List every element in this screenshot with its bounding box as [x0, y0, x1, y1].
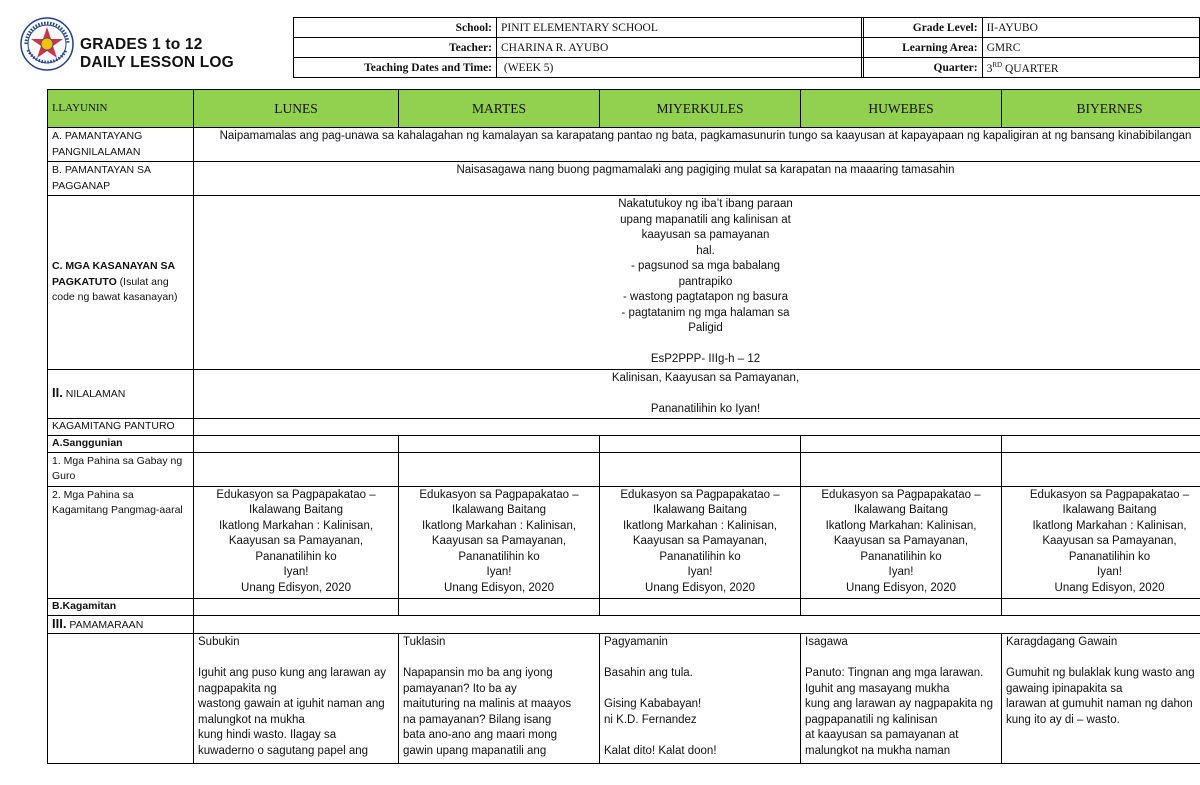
- grade-label: Grade Level:: [862, 18, 983, 38]
- quarter-number: 3: [986, 62, 993, 75]
- dates-value-text: (WEEK 5): [503, 61, 554, 74]
- teacher-value: CHARINA R. AYUBO: [497, 38, 864, 58]
- pamamaraan-text-biyernes: Karagdagang Gawain Gumuhit ng bulaklak kung wasto ang gawaing ipinapakita sa larawan at gumuhit naman ng dahon kung ito ay di – wasto.: [1002, 634, 1200, 764]
- sanggunian-label: A.Sanggunian: [48, 435, 194, 452]
- pamamaraan-text-martes: Tuklasin Napapansin mo ba ang iyong pamayanan? Ito ba ay maituturing na malinis at maayos na pamayanan? Bilang isang bata ano-ano ang maari mong gawin upang mapanatili ang: [399, 634, 600, 764]
- table-row: [48, 196, 1200, 370]
- header-info-left: [293, 17, 864, 78]
- day-header-biyernes: BIYERNES: [1002, 90, 1200, 128]
- sanggunian-cell: [399, 435, 600, 452]
- table-row: [48, 369, 1200, 419]
- kasanayan-label-rest: (Isulat ang code ng bawat kasanayan): [52, 275, 178, 303]
- kagamitan-b-cell: [600, 598, 801, 615]
- pamantayang-text: Naipamamalas ang pag-unawa sa kahalagahan ng kamalayan sa karapatang pantao ng bata, pagkamasunurin tungo sa kaayusan at kapayapaan ng kapaligiran at ng bansang kinabibilangan: [194, 128, 1200, 162]
- pangmag-text-lunes: Edukasyon sa Pagpapakatao – Ikalawang Baitang Ikatlong Markahan : Kalinisan, Kaayusan sa Pamayanan, Pananatilihin ko Iyan! Unang Edisyon, 2020: [194, 486, 399, 598]
- quarter-word: QUARTER: [1004, 62, 1059, 75]
- table-row: [48, 435, 1200, 452]
- deped-seal-icon: [20, 17, 74, 71]
- quarter-suffix: RD: [992, 60, 1003, 69]
- kasanayan-text: Nakatutukoy ng iba’t ibang paraan upang mapanatili ang kalinisan at kaayusan sa pamayanan hal. - pagsunod sa mga babalang pantrapiko - wastong pagtatapon ng basura - pagtatanim ng mga halaman sa Paligid EsP2PPP- IIIg-h – 12: [194, 196, 1200, 370]
- pangmag-text-martes: Edukasyon sa Pagpapakatao – Ikalawang Baitang Ikatlong Markahan : Kalinisan, Kaayusan sa Pamayanan, Pananatilihin ko Iyan! Unang Edisyon, 2020: [399, 486, 600, 598]
- nilalaman-label: [48, 369, 194, 419]
- kagamitan-b-cell: [194, 598, 399, 615]
- pamamaraan-number: III.: [52, 615, 67, 631]
- pamantayang-label: A. PAMANTAYANG PANGNILALAMAN: [48, 128, 194, 162]
- pagganap-label: B. PAMANTAYAN SA PAGGANAP: [48, 162, 194, 196]
- table-row: [48, 419, 1200, 436]
- kagamitan-b-cell: [399, 598, 600, 615]
- teacher-label: Teacher:: [294, 38, 497, 58]
- table-row: [48, 598, 1200, 615]
- kagamitan-b-label: B.Kagamitan: [48, 598, 194, 615]
- title-line-2: DAILY LESSON LOG: [80, 54, 234, 71]
- table-row: [48, 162, 1200, 196]
- table-row: [48, 634, 1200, 764]
- pangmag-text-miyerkules: Edukasyon sa Pagpapakatao – Ikalawang Baitang Ikatlong Markahan : Kalinisan, Kaayusan sa Pamayanan, Pananatilihin ko Iyan! Unang Edisyon, 2020: [600, 486, 801, 598]
- kagamitan-label: KAGAMITANG PANTURO: [48, 419, 194, 436]
- area-value: GMRC: [982, 38, 1199, 58]
- pamamaraan-empty: [194, 615, 1200, 634]
- dates-value: [497, 58, 864, 78]
- school-label: School:: [294, 18, 497, 38]
- lesson-log-table: [47, 89, 1200, 764]
- kasanayan-label: [48, 196, 194, 370]
- quarter-value: [982, 58, 1199, 78]
- header-info-right: [861, 17, 1200, 78]
- gabay-cell: [399, 452, 600, 486]
- nilalaman-number: II.: [52, 385, 63, 400]
- sanggunian-cell: [801, 435, 1002, 452]
- sanggunian-cell: [194, 435, 399, 452]
- kagamitan-b-cell: [801, 598, 1002, 615]
- table-row: [48, 452, 1200, 486]
- gabay-cell: [600, 452, 801, 486]
- pamamaraan-label-text: PAMAMARAAN: [66, 618, 144, 631]
- pamamaraan-label: [48, 615, 194, 634]
- table-header-row: [48, 90, 1200, 128]
- pagganap-text: Naisasagawa nang buong pagmamalaki ang pagiging mulat sa karapatan na maaaring tamasahin: [194, 162, 1200, 196]
- pamamaraan-text-huwebes: Isagawa Panuto: Tingnan ang mga larawan. Iguhit ang masayang mukha kung ang larawan ay nagpapakita ng pagpapanatili ng kalinisan at kaayusan sa pamayanan at malungkot na mukha naman: [801, 634, 1002, 764]
- day-header-martes: MARTES: [399, 90, 600, 128]
- kagamitan-empty: [194, 419, 1200, 436]
- dates-label: Teaching Dates and Time:: [294, 58, 497, 78]
- gabay-cell: [1002, 452, 1200, 486]
- gabay-cell: [801, 452, 1002, 486]
- day-header-huwebes: HUWEBES: [801, 90, 1002, 128]
- document-title: [80, 36, 234, 72]
- pangmag-text-huwebes: Edukasyon sa Pagpapakatao – Ikalawang Baitang Ikatlong Markahan: Kalinisan, Kaayusan sa Pamayanan, Pananatilihin ko Iyan! Unang Edisyon, 2020: [801, 486, 1002, 598]
- pangmag-label: 2. Mga Pahina sa Kagamitang Pangmag-aaral: [48, 486, 194, 598]
- gabay-cell: [194, 452, 399, 486]
- gabay-label: 1. Mga Pahina sa Gabay ng Guro: [48, 452, 194, 486]
- sanggunian-cell: [600, 435, 801, 452]
- pamamaraan-text-miyerkules: Pagyamanin Basahin ang tula. Gising Kababayan! ni K.D. Fernandez Kalat dito! Kalat doon!: [600, 634, 801, 764]
- day-header-miyerkules: MIYERKULES: [600, 90, 801, 128]
- pamamaraan-text-lunes: Subukin Iguhit ang puso kung ang larawan ay nagpapakita ng wastong gawain at iguhit naman ang malungkot na mukha kung hindi wasto. Ilagay sa kuwaderno o sagutang papel ang: [194, 634, 399, 764]
- grade-value: II-AYUBO: [982, 18, 1199, 38]
- nilalaman-label-text: NILALAMAN: [62, 388, 126, 400]
- school-value: PINIT ELEMENTARY SCHOOL: [497, 18, 864, 38]
- day-header-lunes: LUNES: [194, 90, 399, 128]
- quarter-label: Quarter:: [862, 58, 983, 78]
- layunin-header: I.LAYUNIN: [48, 90, 194, 128]
- title-line-1: GRADES 1 to 12: [80, 36, 203, 53]
- table-row: [48, 486, 1200, 598]
- nilalaman-text: Kalinisan, Kaayusan sa Pamayanan, Pananatilihin ko Iyan!: [194, 369, 1200, 419]
- table-row: [48, 615, 1200, 634]
- pamamaraan-side-empty: [48, 634, 194, 764]
- table-row: [48, 128, 1200, 162]
- pangmag-text-biyernes: Edukasyon sa Pagpapakatao – Ikalawang Baitang Ikatlong Markahan : Kalinisan, Kaayusan sa Pamayanan, Pananatilihin ko Iyan! Unang Edisyon, 2020: [1002, 486, 1200, 598]
- area-label: Learning Area:: [862, 38, 983, 58]
- kasanayan-label-bold: C. MGA KASANAYAN SA PAGKATUTO: [52, 260, 175, 288]
- kagamitan-b-cell: [1002, 598, 1200, 615]
- sanggunian-cell: [1002, 435, 1200, 452]
